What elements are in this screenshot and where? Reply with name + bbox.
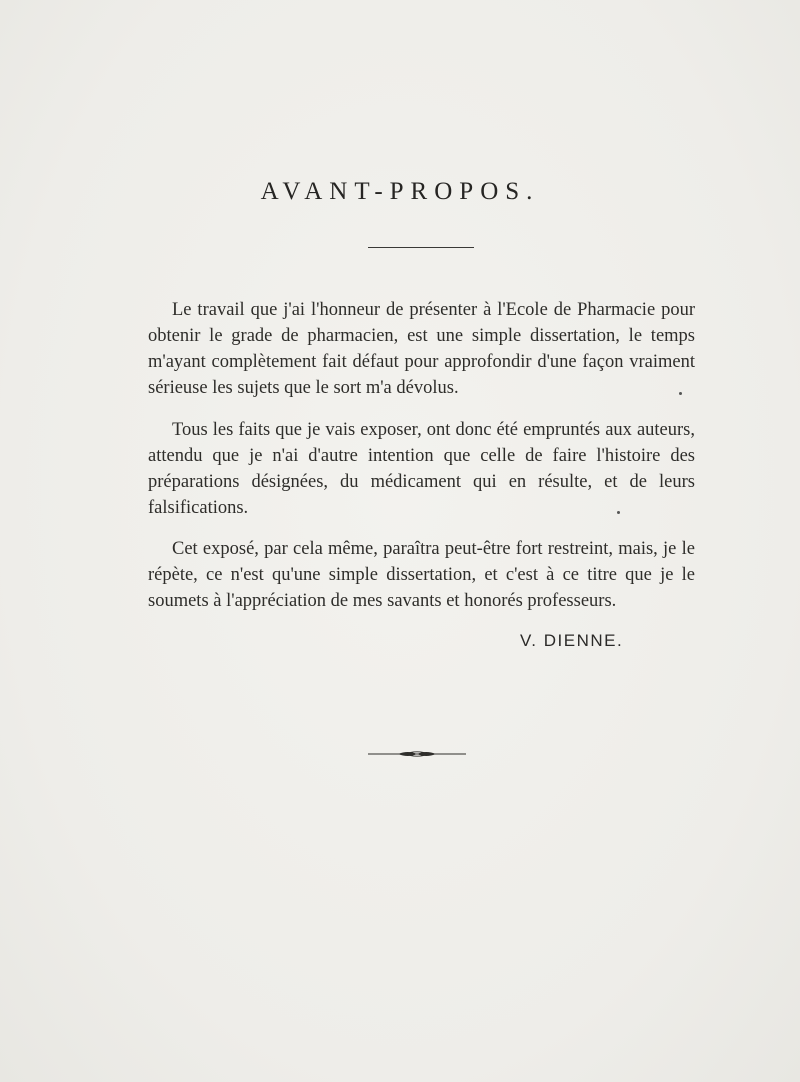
paper-speck	[679, 392, 682, 395]
title-rule	[368, 247, 474, 248]
author-signature: V. DIENNE.	[520, 631, 624, 650]
paragraph-3: Cet exposé, par cela même, paraîtra peut-être fort restreint, mais, je le répète, ce n'est qu'une simple dissertation, et c'est à ce titre que je le soumets à l'appréciation de mes savants et honorés professeurs.	[148, 539, 695, 611]
ornament-divider-icon	[368, 748, 466, 760]
paragraph-1: Le travail que j'ai l'honneur de présenter à l'Ecole de Pharmacie pour obtenir le grade de pharmacien, est une simple dissertation, le temps m'ayant complètement fait défaut pour approfondir d'une façon vraiment sérieuse les sujets que le sort m'a dévolus.	[148, 300, 695, 398]
page-title: AVANT-PROPOS.	[260, 178, 540, 205]
paper-speck	[617, 511, 620, 514]
paragraph-2: Tous les faits que je vais exposer, ont donc été empruntés aux auteurs, attendu que je n'ai d'autre intention que celle de faire l'histoire des préparations désignées, du médicament qui en résulte, et de leurs falsifications.	[148, 420, 695, 518]
